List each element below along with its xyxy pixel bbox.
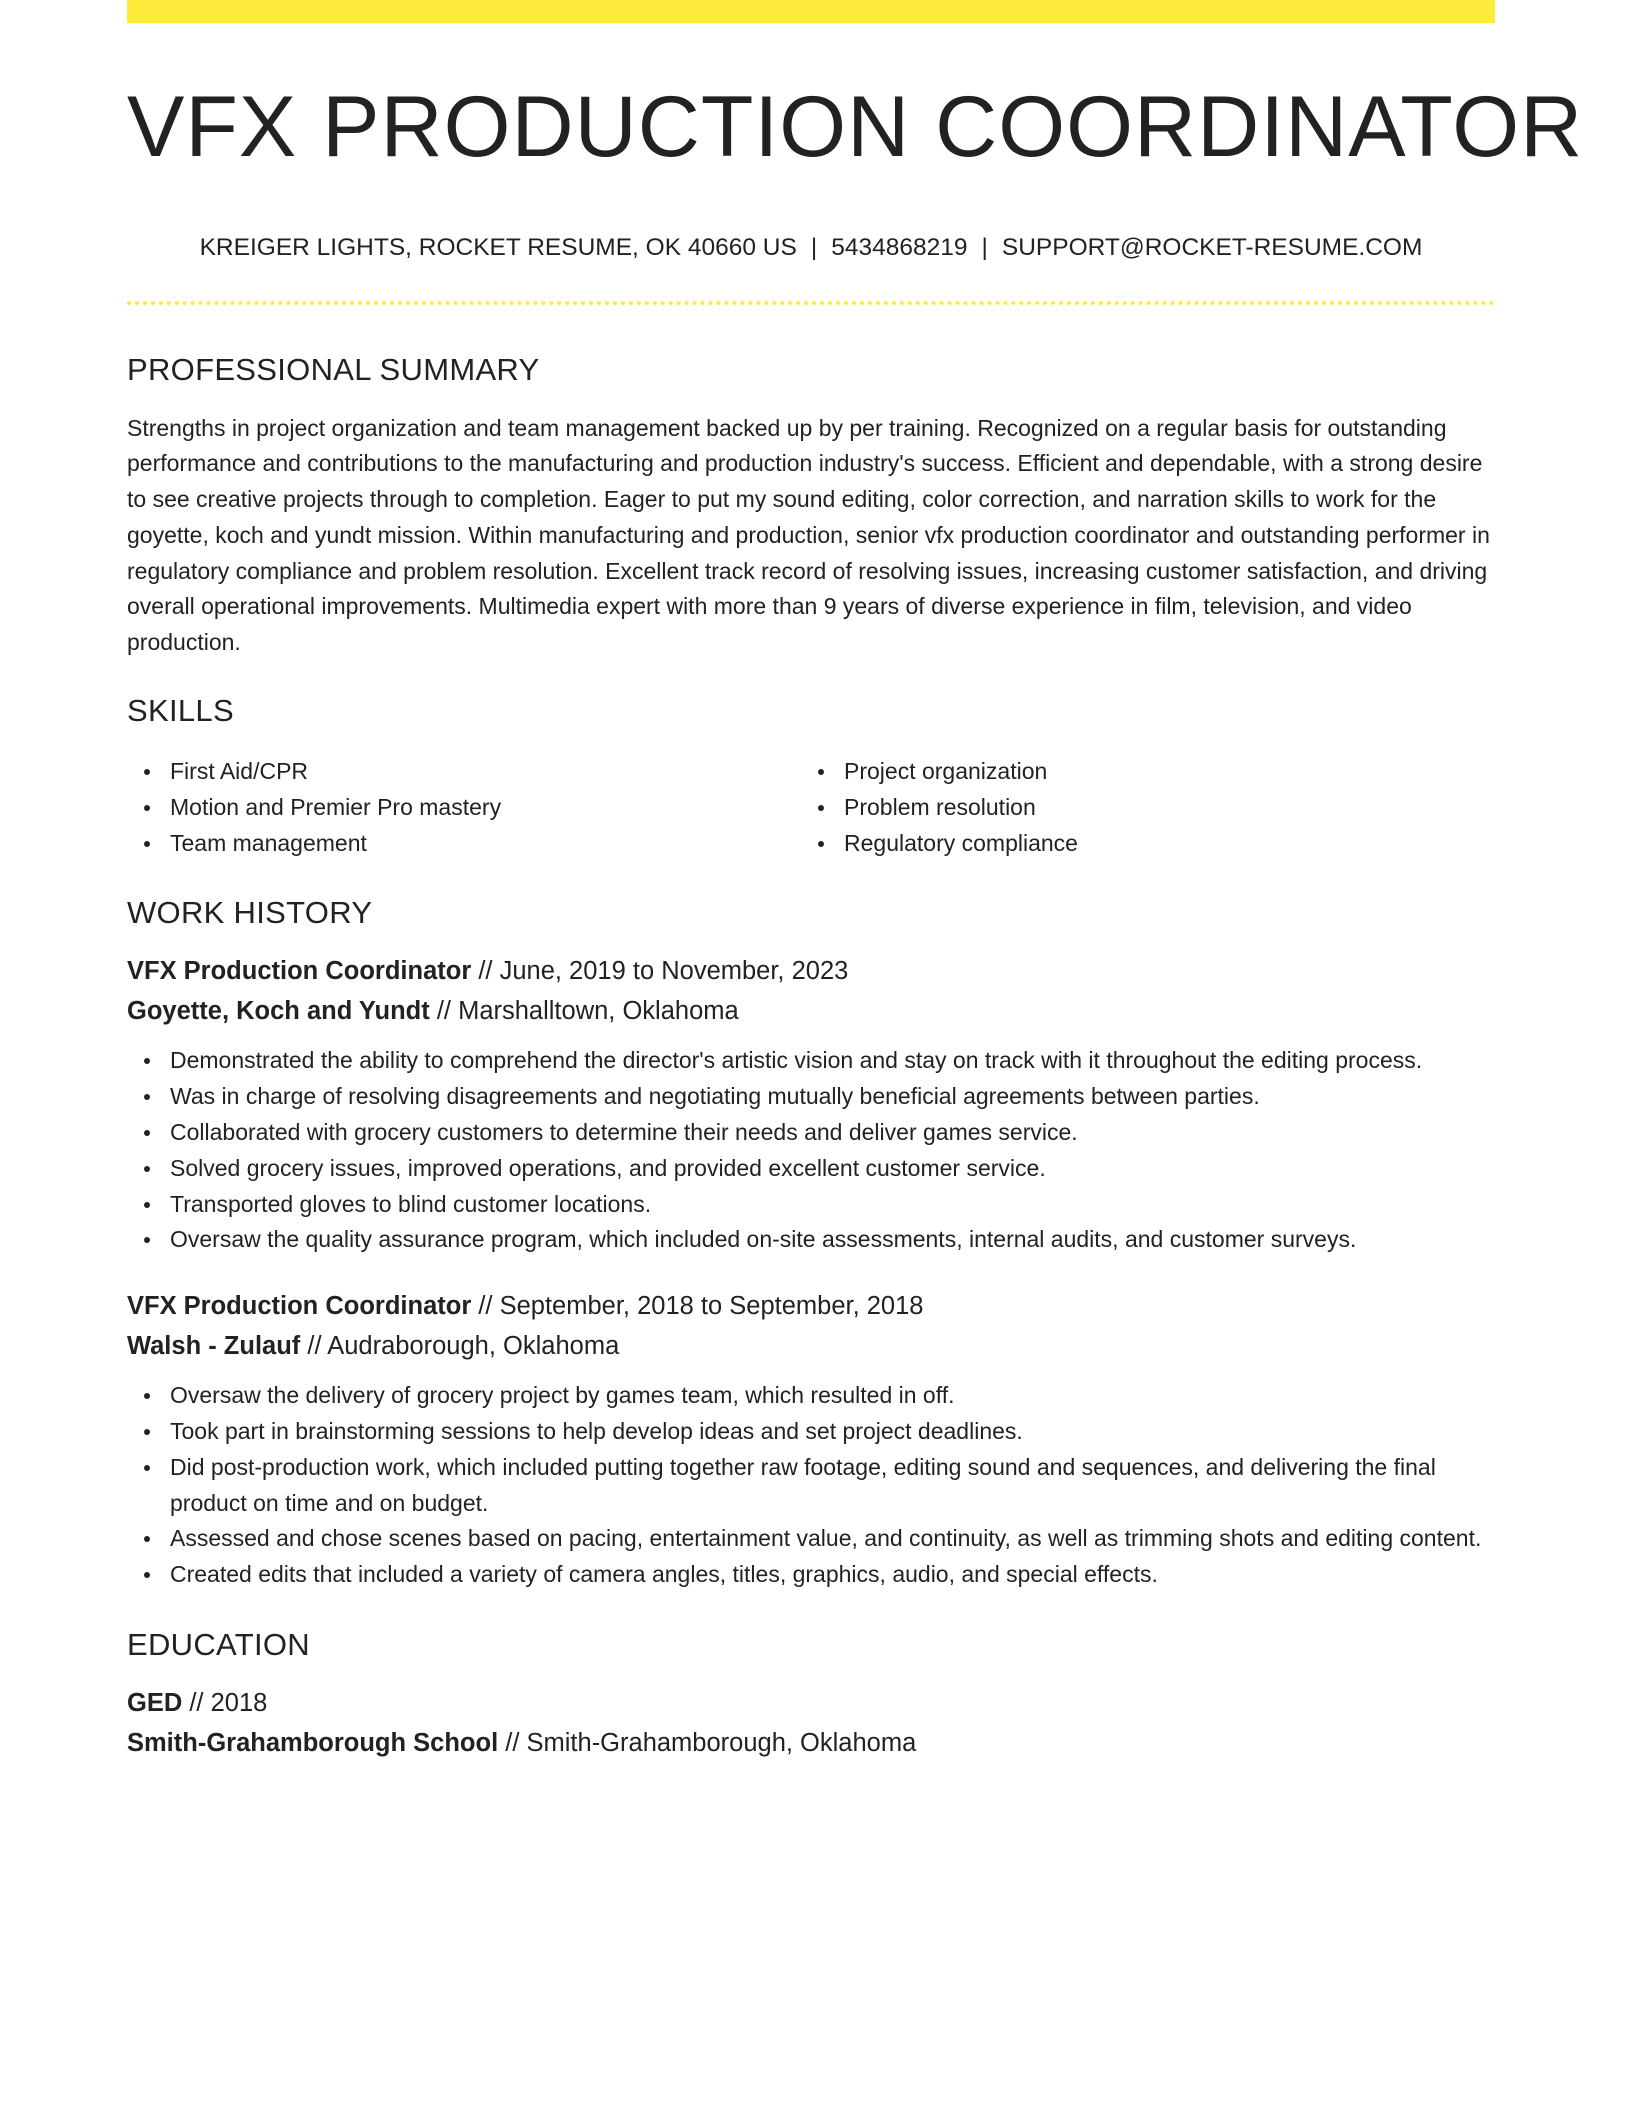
skills-list-left — [127, 754, 801, 861]
education-location: // Smith-Grahamborough, Oklahoma — [498, 1728, 917, 1757]
job-bullet: Did post-production work, which included putting together raw footage, editing sound and sequences, and delivering the final product on time and on budget. — [127, 1450, 1495, 1522]
education-school: Smith-Grahamborough School — [127, 1728, 499, 1757]
skill-item: Problem resolution — [801, 790, 1475, 826]
dotted-divider — [127, 301, 1495, 305]
contact-line — [127, 236, 1495, 261]
education-degree-line — [127, 1684, 1495, 1724]
job-bullet: Was in charge of resolving disagreements and negotiating mutually beneficial agreements between parties. — [127, 1079, 1495, 1115]
job-role-line — [127, 952, 1495, 992]
education-year: // 2018 — [182, 1689, 268, 1718]
job-bullet: Solved grocery issues, improved operations, and provided excellent customer service. — [127, 1151, 1495, 1187]
job-company: Walsh - Zulauf — [127, 1331, 301, 1360]
job-bullet: Took part in brainstorming sessions to help develop ideas and set project deadlines. — [127, 1414, 1495, 1450]
skill-item: Project organization — [801, 754, 1475, 790]
contact-separator: | — [981, 234, 988, 261]
contact-phone: 5434868219 — [831, 234, 968, 261]
job-location: // Marshalltown, Oklahoma — [429, 996, 739, 1025]
accent-top-bar — [127, 0, 1495, 23]
skill-item: Regulatory compliance — [801, 826, 1475, 862]
job-bullets — [127, 1043, 1495, 1258]
job-bullet: Collaborated with grocery customers to determine their needs and deliver games service. — [127, 1115, 1495, 1151]
contact-address: KREIGER LIGHTS, ROCKET RESUME, OK 40660 US — [199, 234, 797, 261]
section-title-education: EDUCATION — [127, 1627, 310, 1663]
contact-separator: | — [810, 234, 818, 261]
job-role: VFX Production Coordinator — [127, 957, 472, 986]
section-title-work-history: WORK HISTORY — [127, 895, 373, 931]
skills-list-right — [801, 754, 1475, 861]
summary-paragraph: Strengths in project organization and team management backed up by per training. Recognized on a regular basis for outstanding performance and contributions to the manufacturing and production industry's success. Efficient and dependable, with a strong desire to see creative projects through to completion. Eager to put my sound editing, color correction, and narration skills to work for the goyette, koch and yundt mission. Within manufacturing and production, senior vfx production coordinator and outstanding performer in regulatory compliance and problem resolution. Excellent track record of resolving issues, increasing customer satisfaction, and driving overall operational improvements. Multimedia expert with more than 9 years of diverse experience in film, television, and video production. — [127, 414, 1490, 656]
job-company-line — [127, 992, 1495, 1032]
job-entry — [127, 1287, 1495, 1593]
job-role: VFX Production Coordinator — [127, 1292, 472, 1321]
job-dates: // June, 2019 to November, 2023 — [471, 957, 849, 986]
job-bullets — [127, 1378, 1495, 1593]
education-school-line — [127, 1724, 1495, 1764]
contact-email: SUPPORT@ROCKET-RESUME.COM — [1001, 234, 1423, 261]
section-title-summary: PROFESSIONAL SUMMARY — [127, 351, 540, 387]
skill-item: First Aid/CPR — [127, 754, 801, 790]
job-company-line — [127, 1327, 1495, 1367]
job-bullet: Demonstrated the ability to comprehend the director's artistic vision and stay on track with it throughout the editing process. — [127, 1043, 1495, 1079]
job-location: // Audraborough, Oklahoma — [300, 1331, 620, 1360]
job-bullet: Created edits that included a variety of camera angles, titles, graphics, audio, and special effects. — [127, 1557, 1495, 1593]
skill-item: Motion and Premier Pro mastery — [127, 790, 801, 826]
job-bullet: Oversaw the delivery of grocery project by games team, which resulted in off. — [127, 1378, 1495, 1414]
education-degree: GED — [127, 1689, 183, 1718]
job-role-line — [127, 1287, 1495, 1327]
section-title-skills: SKILLS — [127, 693, 234, 729]
job-bullet: Assessed and chose scenes based on pacing, entertainment value, and continuity, as well as trimming shots and editing content. — [127, 1521, 1495, 1557]
resume-title: VFX PRODUCTION COORDINATOR — [127, 79, 1584, 175]
job-company: Goyette, Koch and Yundt — [127, 996, 430, 1025]
job-entry — [127, 952, 1495, 1258]
education-entry — [127, 1684, 1495, 1763]
job-bullet: Oversaw the quality assurance program, which included on-site assessments, internal audits, and customer surveys. — [127, 1222, 1495, 1258]
skill-item: Team management — [127, 826, 801, 862]
skills-grid — [127, 754, 1495, 861]
resume-page — [127, 0, 1584, 1763]
job-bullet: Transported gloves to blind customer locations. — [127, 1187, 1495, 1223]
job-dates: // September, 2018 to September, 2018 — [471, 1292, 924, 1321]
